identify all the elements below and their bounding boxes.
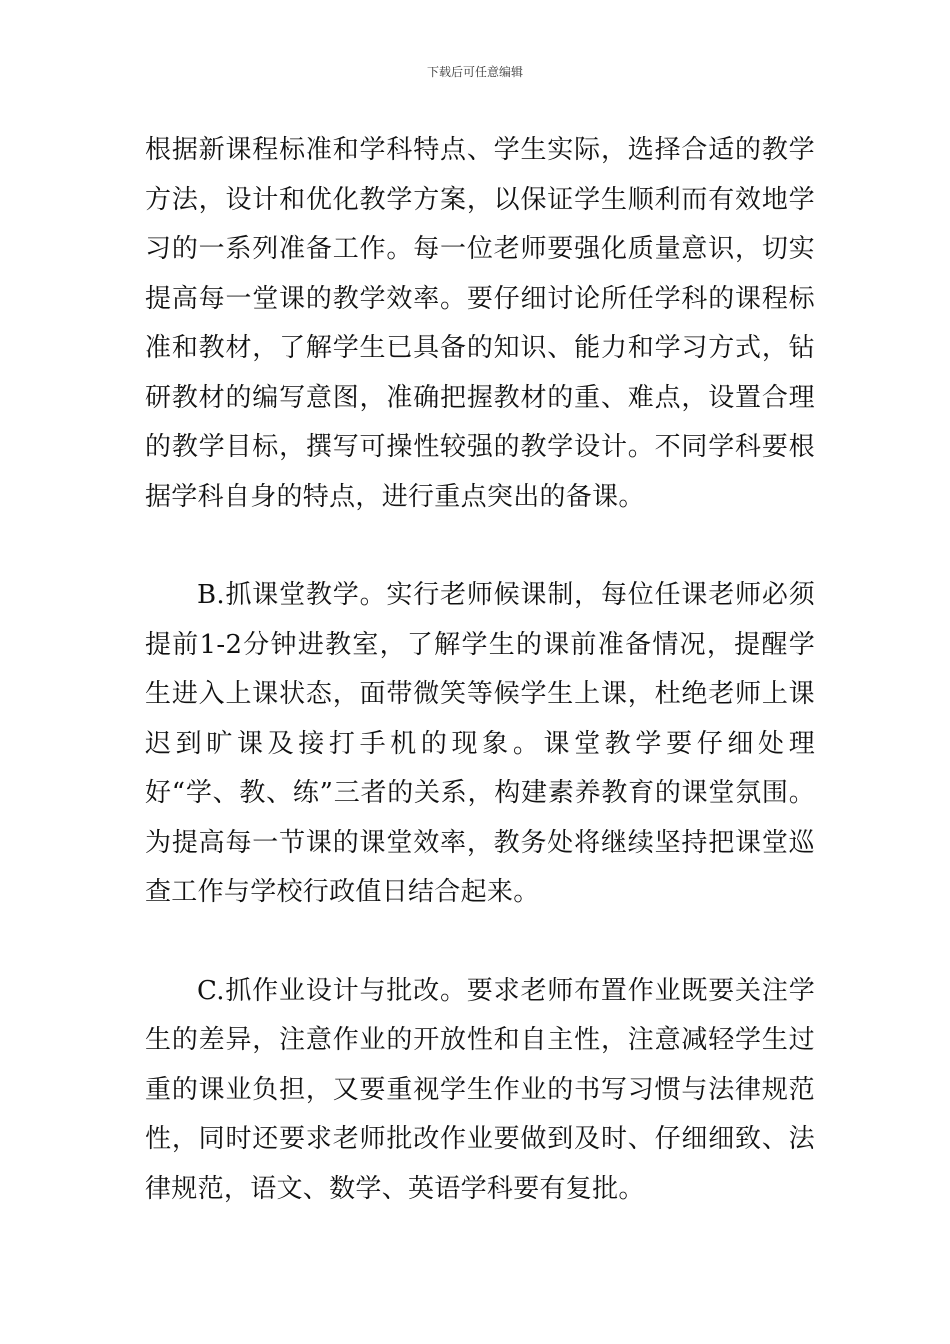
paragraph-classroom-teaching: B.抓课堂教学。实行老师候课制，每位任课老师必须提前1-2分钟进教室，了解学生的课前准备情况，提醒学生进入上课状态，面带微笑等候学生上课，杜绝老师上课迟到旷课及接打手机的现象。课堂教学要仔细处理好“学、教、练”三者的关系，构建素养教育的课堂氛围。为提高每一节课的课堂效率，教务处将继续坚持把课堂巡查工作与学校行政值日结合起来。 — [145, 580, 815, 907]
document-body — [145, 126, 815, 1214]
paragraph-lesson-preparation: 根据新课程标准和学科特点、学生实际，选择合适的教学方法，设计和优化教学方案，以保证学生顺利而有效地学习的一系列准备工作。每一位老师要强化质量意识，切实提高每一堂课的教学效率。要仔细讨论所任学科的课程标准和教材，了解学生已具备的知识、能力和学习方式，钻研教材的编写意图，准确把握教材的重、难点，设置合理的教学目标，撰写可操性较强的教学设计。不同学科要根据学科自身的特点，进行重点突出的备课。 — [145, 135, 815, 512]
paragraph-homework-design: C.抓作业设计与批改。要求老师布置作业既要关注学生的差异，注意作业的开放性和自主性，注意减轻学生过重的课业负担，又要重视学生作业的书写习惯与法律规范性，同时还要求老师批改作业要做到及时、仔细细致、法律规范，语文、数学、英语学科要有复批。 — [145, 975, 815, 1204]
page-header: 下载后可任意编辑 — [426, 65, 523, 79]
